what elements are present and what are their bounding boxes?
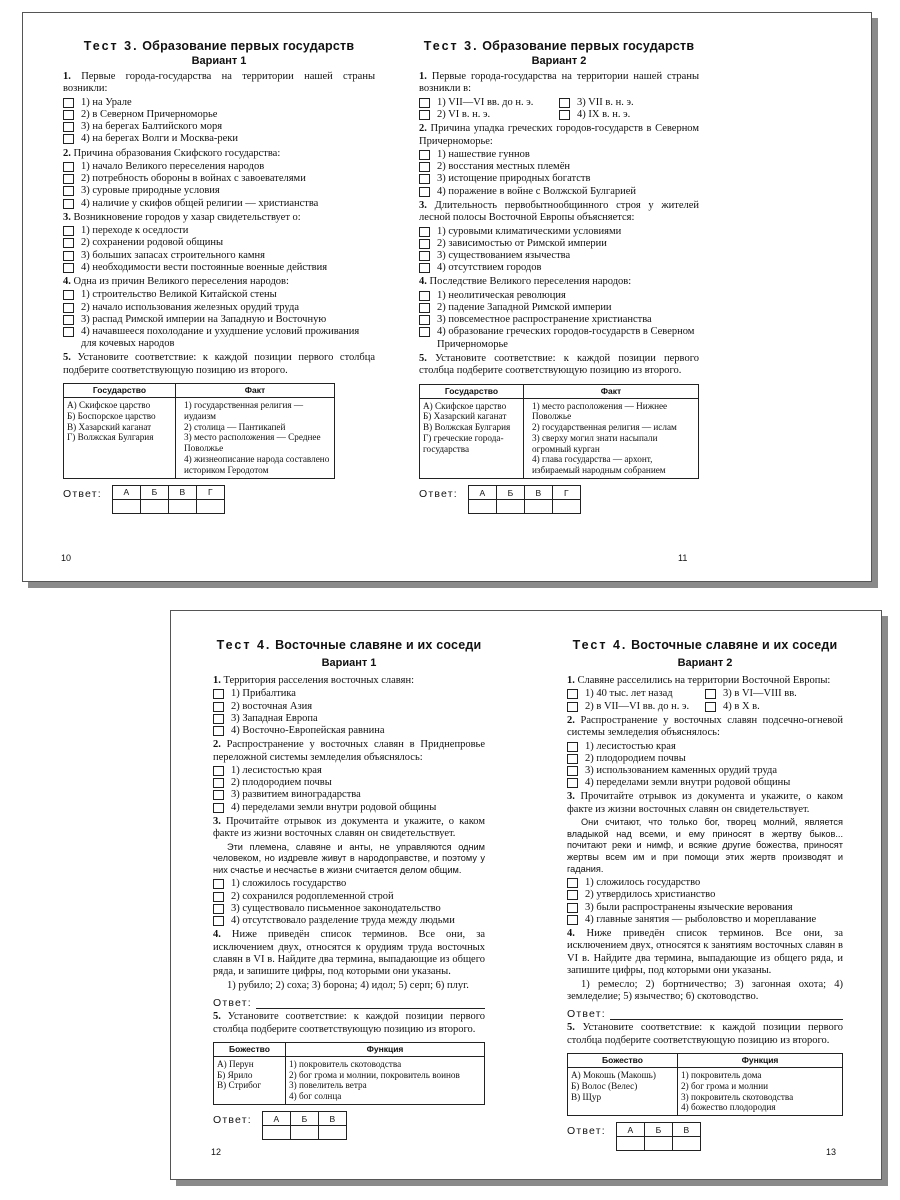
checkbox-icon[interactable] xyxy=(567,903,578,913)
checkbox-icon[interactable] xyxy=(419,110,430,120)
question-5: 5. Установите соответствие: к каждой позиции первого столбца подберите соответствующую позицию из второго. xyxy=(419,352,699,377)
question-5: 5. Установите соответствие: к каждой позиции первого столбца подберите соответствующую позицию из второго. xyxy=(63,352,376,376)
options-q3 xyxy=(213,878,485,927)
option[interactable]: 2) утвердилось христианство xyxy=(567,889,843,901)
answer-letter: Б xyxy=(496,486,524,500)
option[interactable]: 2) VI в. н. э. xyxy=(419,109,559,121)
answer-cell[interactable] xyxy=(468,500,496,514)
checkbox-icon[interactable] xyxy=(705,689,716,699)
answer-label: Ответ: xyxy=(63,487,102,500)
option[interactable]: 1) лесистостью края xyxy=(567,741,843,753)
answer-letter: Б xyxy=(140,485,168,499)
checkbox-icon[interactable] xyxy=(213,714,224,724)
answer-letter: Г xyxy=(552,486,580,500)
option[interactable]: 3) Западная Европа xyxy=(213,713,485,725)
option[interactable]: 4) на берегах Волги и Москва-реки xyxy=(63,133,375,145)
option[interactable]: 1) начало Великого переселения народов xyxy=(63,161,375,173)
checkbox-icon[interactable] xyxy=(419,239,430,249)
table-cell-right: 1) место расположения — Нижнее Поволжье 2) государственная религия — ислам 3) сверху могил знати насыпали огромный курган 4) глава государства — архонт, избираемый народным собранием xyxy=(524,398,699,479)
option[interactable]: 1) строительство Великой Китайской стены xyxy=(63,289,375,301)
question-4: 4. Ниже приведён список терминов. Все они, за исключением двух, относятся к занятиям восточных славян в VI в. Найдите два термина, выпадающие из общего ряда, и запишите цифры, под которыми они указаны. xyxy=(567,928,843,977)
answer-row xyxy=(63,485,375,514)
option[interactable]: 1) VII—VI вв. до н. э. xyxy=(419,97,559,109)
answer-letter: А xyxy=(616,1123,644,1137)
answer-cell[interactable] xyxy=(644,1137,672,1151)
option[interactable]: 3) повсеместное распространение христианства xyxy=(419,314,699,326)
checkbox-icon[interactable] xyxy=(213,790,224,800)
checkbox-icon[interactable] xyxy=(63,327,74,337)
option[interactable]: 3) использованием каменных орудий труда xyxy=(567,765,843,777)
checkbox-icon[interactable] xyxy=(63,303,74,313)
answer-row xyxy=(213,1111,485,1140)
question-1: 1. Первые города-государства на территории нашей страны возникли: xyxy=(63,71,375,95)
checkbox-icon[interactable] xyxy=(567,766,578,776)
checkbox-icon[interactable] xyxy=(63,263,74,273)
option[interactable]: 4) Восточно-Европейская равнина xyxy=(213,725,485,737)
table-cell-right: 1) покровитель скотоводства 2) бог грома и молнии, покровитель воинов 3) повелитель ветра 4) бог солнца xyxy=(286,1056,485,1104)
spread-tests-3 xyxy=(22,12,872,582)
answer-cell[interactable] xyxy=(524,500,552,514)
question-2: 2. Причина образования Скифского государства: xyxy=(63,147,281,159)
test-title: Тест 4. Восточные славяне и их соседи xyxy=(572,638,838,652)
answer-grid xyxy=(468,485,581,514)
checkbox-icon[interactable] xyxy=(213,879,224,889)
page-12 xyxy=(213,611,485,1140)
answer-row xyxy=(567,1122,843,1151)
checkbox-icon[interactable] xyxy=(213,916,224,926)
checkbox-icon[interactable] xyxy=(63,110,74,120)
checkbox-icon[interactable] xyxy=(567,754,578,764)
answer-label: Ответ: xyxy=(213,1114,252,1127)
matching-table xyxy=(419,384,699,479)
checkbox-icon[interactable] xyxy=(419,227,430,237)
checkbox-icon[interactable] xyxy=(567,689,578,699)
table-header: Государство xyxy=(64,384,176,398)
table-header: Государство xyxy=(420,384,524,398)
checkbox-icon[interactable] xyxy=(419,291,430,301)
answer-cell[interactable] xyxy=(552,500,580,514)
table-cell-right: 1) покровитель дома 2) бог грома и молнии 3) покровитель скотоводства 4) божество плодородия xyxy=(678,1068,843,1116)
table-header: Факт xyxy=(176,384,335,398)
page-number: 13 xyxy=(826,1147,837,1157)
option[interactable]: 3) распад Римской империи на Западную и Восточную xyxy=(63,314,375,326)
document-excerpt: Они считают, что только бог, творец молний, является владыкой над всеми, и ему приносят в жертву быков... почитают реки и нимф, и всякие другие божества, приносят жертвы всем им и при помощи этих жертв производят и гадания. xyxy=(567,817,843,874)
checkbox-icon[interactable] xyxy=(213,892,224,902)
answer-cell[interactable] xyxy=(140,499,168,513)
option[interactable]: 2) зависимостью от Римской империи xyxy=(419,238,699,250)
checkbox-icon[interactable] xyxy=(567,915,578,925)
option[interactable]: 4) главные занятия — рыболовство и мореплавание xyxy=(567,914,843,926)
table-cell-left: А) Мокошь (Макошь) Б) Волос (Велес) В) Щур xyxy=(568,1068,678,1116)
checkbox-icon[interactable] xyxy=(567,878,578,888)
test-title: Тест 3. Образование первых государств xyxy=(83,39,355,53)
table-cell-left: А) Перун Б) Ярило В) Стрибог xyxy=(214,1056,286,1104)
options-q3 xyxy=(63,225,375,274)
options-q3 xyxy=(419,226,699,275)
question-3: 3. Прочитайте отрывок из документа и укажите, о каком факте из жизни восточных славян он свидетельствует. xyxy=(567,791,843,815)
answer-cell[interactable] xyxy=(616,1137,644,1151)
option[interactable]: 1) Прибалтика xyxy=(213,688,485,700)
page-number: 11 xyxy=(678,553,688,563)
checkbox-icon[interactable] xyxy=(419,187,430,197)
option[interactable]: 3) VII в. н. э. xyxy=(559,97,699,109)
checkbox-icon[interactable] xyxy=(63,290,74,300)
question-3: 3. Прочитайте отрывок из документа и укажите, о каком факте из жизни восточных славян он свидетельствует. xyxy=(213,815,485,840)
option[interactable]: 4) отсутствием городов xyxy=(419,262,699,274)
option[interactable]: 2) в VII—VI вв. до н. э. xyxy=(567,701,705,713)
answer-letter: А xyxy=(262,1112,290,1126)
option[interactable]: 1) 40 тыс. лет назад xyxy=(567,688,705,700)
question-1: 1. Первые города-государства на территории нашей страны возникли в: xyxy=(419,71,700,95)
answer-cell[interactable] xyxy=(196,499,224,513)
option[interactable]: 1) лесистостью края xyxy=(213,765,485,777)
answer-cell[interactable] xyxy=(290,1126,318,1140)
question-2: 2. Распространение у восточных славян в Приднепровье переложной системы земледелия объяснялось: xyxy=(213,739,485,763)
checkbox-icon[interactable] xyxy=(213,689,224,699)
options-q3 xyxy=(567,877,843,926)
matching-table xyxy=(567,1053,843,1116)
test-title: Тест 3. Образование первых государств xyxy=(423,39,695,53)
option[interactable]: 2) сохранении родовой общины xyxy=(63,237,375,249)
terms-list: 1) ремесло; 2) бортничество; 3) загонная охота; 4) земледелие; 5) язычество; 6) скотоводство. xyxy=(567,978,843,1003)
checkbox-icon[interactable] xyxy=(419,98,430,108)
terms-list: 1) рубило; 2) соха; 3) борона; 4) идол; 5) серп; 6) плуг. xyxy=(227,979,469,991)
checkbox-icon[interactable] xyxy=(63,199,74,209)
option[interactable]: 2) сохранился родоплеменной строй xyxy=(213,891,485,903)
answer-letter: В xyxy=(672,1123,700,1137)
option[interactable]: 3) развитием виноградарства xyxy=(213,789,485,801)
answer-cell[interactable] xyxy=(496,500,524,514)
checkbox-icon[interactable] xyxy=(419,315,430,325)
answer-grid xyxy=(616,1122,701,1151)
checkbox-icon[interactable] xyxy=(567,890,578,900)
checkbox-icon[interactable] xyxy=(419,303,430,313)
option[interactable]: 2) в Северном Причерноморье xyxy=(63,109,375,121)
table-cell-left: А) Скифское царство Б) Боспорское царство В) Хазарский каганат Г) Волжская Булгария xyxy=(64,398,176,479)
question-3: 3. Возникновение городов у хазар свидетельствует о: xyxy=(63,211,301,223)
option[interactable]: 4) переделами земли внутри родовой общины xyxy=(567,777,843,789)
variant-label: Вариант 2 xyxy=(531,55,587,67)
answer-label: Ответ: xyxy=(419,488,458,501)
answer-letter: В xyxy=(524,486,552,500)
option[interactable]: 1) на Урале xyxy=(63,97,375,109)
question-4: 4. Последствие Великого переселения народов: xyxy=(419,276,632,288)
options-q2 xyxy=(213,765,485,814)
options-q2 xyxy=(63,161,375,210)
checkbox-icon[interactable] xyxy=(567,778,578,788)
answer-letter: А xyxy=(112,485,140,499)
answer-cell[interactable] xyxy=(262,1126,290,1140)
answer-cell[interactable] xyxy=(318,1126,346,1140)
checkbox-icon[interactable] xyxy=(63,98,74,108)
option[interactable]: 1) сложилось государство xyxy=(213,878,485,890)
option[interactable]: 2) восточная Азия xyxy=(213,701,485,713)
answer-label: Ответ: xyxy=(567,1008,606,1021)
answer-letter: В xyxy=(168,485,196,499)
option[interactable]: 4) необходимости вести постоянные военные действия xyxy=(63,262,375,274)
answer-cell[interactable] xyxy=(672,1137,700,1151)
option[interactable]: 3) суровые природные условия xyxy=(63,185,375,197)
checkbox-icon[interactable] xyxy=(559,98,570,108)
checkbox-icon[interactable] xyxy=(419,263,430,273)
table-header: Функция xyxy=(286,1043,485,1057)
checkbox-icon[interactable] xyxy=(213,778,224,788)
option[interactable]: 2) начало использования железных орудий труда xyxy=(63,302,375,314)
answer-input-line[interactable] xyxy=(610,1010,843,1020)
variant-label: Вариант 2 xyxy=(677,657,733,669)
options-q1 xyxy=(213,688,485,737)
page-10 xyxy=(63,13,375,514)
question-5: 5. Установите соответствие: к каждой позиции первого столбца подберите соответствующую позицию из второго. xyxy=(567,1022,844,1046)
variant-label: Вариант 1 xyxy=(321,657,377,669)
checkbox-icon[interactable] xyxy=(63,122,74,132)
answer-letter: Г xyxy=(196,485,224,499)
answer-label: Ответ: xyxy=(213,997,252,1010)
option[interactable]: 2) восстания местных племён xyxy=(419,161,699,173)
checkbox-icon[interactable] xyxy=(63,162,74,172)
option[interactable]: 2) плодородием почвы xyxy=(567,753,843,765)
options-q1 xyxy=(419,97,699,121)
checkbox-icon[interactable] xyxy=(419,251,430,261)
checkbox-icon[interactable] xyxy=(63,174,74,184)
options-q1 xyxy=(63,97,375,146)
option[interactable]: 1) переходе к оседлости xyxy=(63,225,375,237)
document-excerpt: Эти племена, славяне и анты, не управляются одним человеком, но издревле живут в народоправстве, и поэтому у них счастье и несчастье в жизни считается делом общим. xyxy=(213,841,485,875)
checkbox-icon[interactable] xyxy=(213,726,224,736)
question-2: 2. Причина упадка греческих городов-государств в Северном Причерноморье: xyxy=(419,123,700,147)
option[interactable]: 3) существованием язычества xyxy=(419,250,699,262)
checkbox-icon[interactable] xyxy=(705,702,716,712)
option[interactable]: 3) были распространены языческие верования xyxy=(567,902,843,914)
checkbox-icon[interactable] xyxy=(559,110,570,120)
variant-label: Вариант 1 xyxy=(191,55,247,67)
question-5: 5. Установите соответствие: к каждой позиции первого столбца подберите соответствующую позицию из второго. xyxy=(213,1011,485,1035)
checkbox-icon[interactable] xyxy=(213,702,224,712)
checkbox-icon[interactable] xyxy=(213,766,224,776)
checkbox-icon[interactable] xyxy=(63,238,74,248)
answer-line xyxy=(567,1008,843,1020)
question-1: 1. Славяне расселились на территории Восточной Европы: xyxy=(567,675,831,686)
option[interactable]: 3) истощение природных богатств xyxy=(419,173,699,185)
checkbox-icon[interactable] xyxy=(213,904,224,914)
question-2: 2. Распространение у восточных славян подсечно-огневой системы земледелия объяснялось: xyxy=(567,714,843,739)
question-3: 3. Длительность первобытнообщинного строя у жителей лесной полосы Восточной Европы объясняется: xyxy=(419,199,700,224)
options-q4 xyxy=(63,289,375,350)
answer-line xyxy=(213,997,485,1009)
option[interactable]: 4) образование греческих городов-государств в Северном Причерноморье xyxy=(419,326,699,350)
table-cell-left: А) Скифское царство Б) Хазарский каганат В) Волжская Булгария Г) греческие города-государства xyxy=(420,398,524,479)
options-q2 xyxy=(419,149,699,198)
checkbox-icon[interactable] xyxy=(567,742,578,752)
checkbox-icon[interactable] xyxy=(419,174,430,184)
option[interactable]: 1) суровыми климатическими условиями xyxy=(419,226,699,238)
options-q1 xyxy=(567,688,843,712)
option[interactable]: 1) нашествие гуннов xyxy=(419,149,699,161)
answer-letter: Б xyxy=(290,1112,318,1126)
checkbox-icon[interactable] xyxy=(213,803,224,813)
option[interactable]: 2) потребность обороны в войнах с завоевателями xyxy=(63,173,375,185)
page-11 xyxy=(419,13,699,514)
options-q2 xyxy=(567,741,843,790)
answer-cell[interactable] xyxy=(112,499,140,513)
question-4: 4. Ниже приведён список терминов. Все они, за исключением двух, относятся к орудиям труда восточных славян в VI в. Найдите два термина, выпадающие из общего ряда, и запишите цифры, под которыми они указаны. xyxy=(213,929,485,978)
checkbox-icon[interactable] xyxy=(63,315,74,325)
matching-table xyxy=(63,383,335,478)
question-1: 1. Территория расселения восточных славян: xyxy=(213,675,414,686)
option[interactable]: 2) падение Западной Римской империи xyxy=(419,302,699,314)
option[interactable]: 3) существовало письменное законодательство xyxy=(213,903,485,915)
option[interactable]: 4) отсутствовало разделение труда между людьми xyxy=(213,915,485,927)
option[interactable]: 1) неолитическая революция xyxy=(419,290,699,302)
option[interactable]: 3) больших запасах строительного камня xyxy=(63,250,375,262)
page-13 xyxy=(567,611,843,1151)
option[interactable]: 2) плодородием почвы xyxy=(213,777,485,789)
test-title: Тест 4. Восточные славяне и их соседи xyxy=(216,638,482,652)
spread-tests-4 xyxy=(170,610,882,1180)
matching-table xyxy=(213,1042,485,1105)
checkbox-icon[interactable] xyxy=(419,150,430,160)
checkbox-icon[interactable] xyxy=(419,327,430,337)
checkbox-icon[interactable] xyxy=(63,251,74,261)
answer-letter: В xyxy=(318,1112,346,1126)
option[interactable]: 1) сложилось государство xyxy=(567,877,843,889)
answer-grid xyxy=(112,485,225,514)
question-4: 4. Одна из причин Великого переселения народов: xyxy=(63,276,289,288)
option[interactable]: 4) наличие у скифов общей религии — христианства xyxy=(63,198,375,210)
table-header: Божество xyxy=(214,1043,286,1057)
page-number: 12 xyxy=(211,1147,222,1157)
page-number: 10 xyxy=(61,553,72,563)
answer-input-line[interactable] xyxy=(256,999,485,1009)
answer-letter: А xyxy=(468,486,496,500)
checkbox-icon[interactable] xyxy=(63,186,74,196)
answer-row xyxy=(419,485,699,514)
answer-cell[interactable] xyxy=(168,499,196,513)
option[interactable]: 4) в X в. xyxy=(705,701,843,713)
table-header: Функция xyxy=(678,1054,843,1068)
options-q4 xyxy=(419,290,699,351)
answer-label: Ответ: xyxy=(567,1125,606,1138)
checkbox-icon[interactable] xyxy=(419,162,430,172)
option[interactable]: 4) IX в. н. э. xyxy=(559,109,699,121)
option[interactable]: 3) на берегах Балтийского моря xyxy=(63,121,375,133)
table-cell-right: 1) государственная религия — иудаизм 2) столица — Пантикапей 3) место расположения — Среднее Поволжье 4) жизнеописание народа составлено историком Геродотом xyxy=(176,398,335,479)
answer-letter: Б xyxy=(644,1123,672,1137)
table-header: Факт xyxy=(524,384,699,398)
option[interactable]: 4) переделами земли внутри родовой общины xyxy=(213,802,485,814)
answer-grid xyxy=(262,1111,347,1140)
option[interactable]: 4) поражение в войне с Волжской Булгарией xyxy=(419,186,699,198)
checkbox-icon[interactable] xyxy=(63,226,74,236)
checkbox-icon[interactable] xyxy=(567,702,578,712)
table-header: Божество xyxy=(568,1054,678,1068)
option[interactable]: 4) начавшееся похолодание и ухудшение условий проживания для кочевых народов xyxy=(63,326,375,350)
option[interactable]: 3) в VI—VIII вв. xyxy=(705,688,843,700)
checkbox-icon[interactable] xyxy=(63,134,74,144)
